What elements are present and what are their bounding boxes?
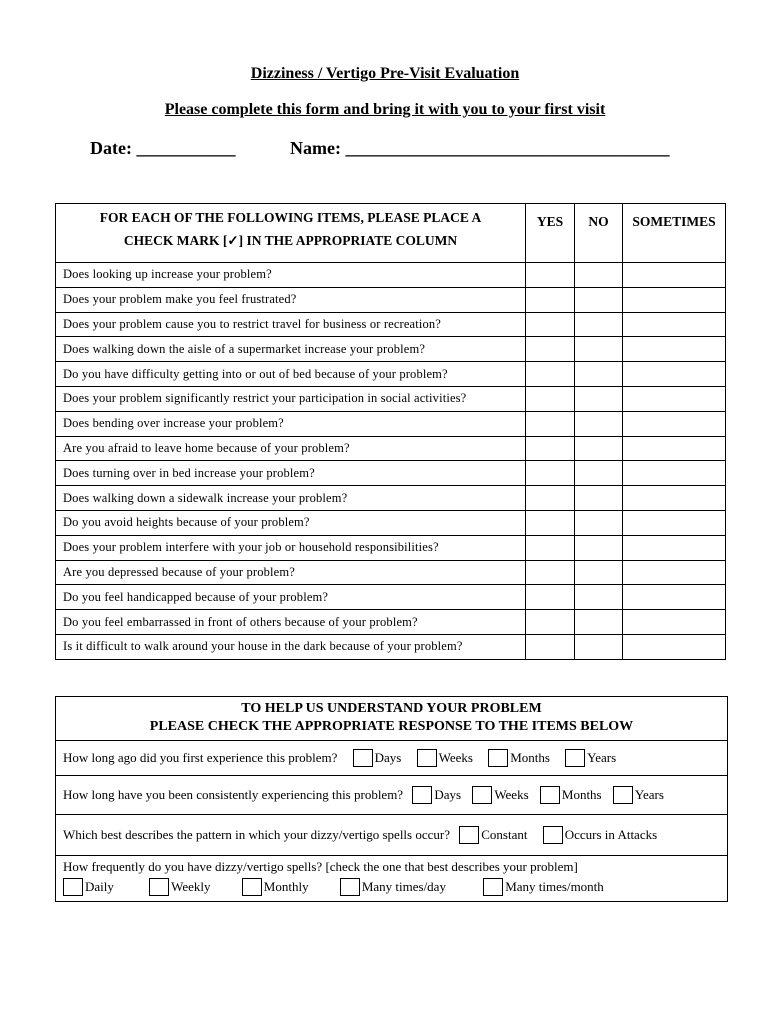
answer-no-cell[interactable] — [575, 263, 623, 288]
answer-yes-cell[interactable] — [526, 486, 575, 511]
question-text: Do you avoid heights because of your problem? — [56, 510, 526, 535]
question-row — [56, 287, 726, 312]
question-pattern-row — [56, 815, 728, 856]
frequency-many-per-day-label: Many times/day — [361, 879, 446, 895]
question-pattern-text: Which best describes the pattern in which your dizzy/vertigo spells occur? — [63, 827, 450, 842]
column-header-sometimes: SOMETIMES — [623, 204, 726, 263]
answer-yes-cell[interactable] — [526, 312, 575, 337]
question-text: Does your problem interfere with your job or household responsibilities? — [56, 535, 526, 560]
column-header-yes: YES — [526, 204, 575, 263]
question-text: Does turning over in bed increase your problem? — [56, 461, 526, 486]
onset-years-label: Years — [587, 750, 617, 765]
answer-no-cell[interactable] — [575, 634, 623, 659]
answer-yes-cell[interactable] — [526, 436, 575, 461]
question-row — [56, 263, 726, 288]
questions-table — [55, 203, 726, 660]
onset-days-checkbox[interactable] — [353, 749, 373, 767]
answer-no-cell[interactable] — [575, 386, 623, 411]
duration-days-checkbox[interactable] — [412, 786, 432, 804]
frequency-daily-label: Daily — [85, 879, 114, 895]
answer-no-cell[interactable] — [575, 486, 623, 511]
instruction-line-2: CHECK MARK [✓] IN THE APPROPRIATE COLUMN — [123, 233, 458, 248]
answer-sometimes-cell[interactable] — [623, 560, 726, 585]
answer-sometimes-cell[interactable] — [623, 411, 726, 436]
answer-no-cell[interactable] — [575, 535, 623, 560]
instruction-line-1: FOR EACH OF THE FOLLOWING ITEMS, PLEASE PLACE A — [99, 210, 482, 225]
answer-sometimes-cell[interactable] — [623, 510, 726, 535]
answer-yes-cell[interactable] — [526, 585, 575, 610]
answer-sometimes-cell[interactable] — [623, 287, 726, 312]
question-text: Does walking down a sidewalk increase your problem? — [56, 486, 526, 511]
answer-no-cell[interactable] — [575, 312, 623, 337]
question-row — [56, 362, 726, 387]
answer-sometimes-cell[interactable] — [623, 486, 726, 511]
answer-yes-cell[interactable] — [526, 386, 575, 411]
answer-yes-cell[interactable] — [526, 287, 575, 312]
answer-sometimes-cell[interactable] — [623, 337, 726, 362]
question-text: Are you depressed because of your problem? — [56, 560, 526, 585]
answer-sometimes-cell[interactable] — [623, 436, 726, 461]
form-instruction: Please complete this form and bring it with you to your first visit — [164, 101, 606, 118]
question-text: Is it difficult to walk around your house in the dark because of your problem? — [56, 634, 526, 659]
answer-no-cell[interactable] — [575, 585, 623, 610]
date-field[interactable]: Date: ___________ — [90, 138, 236, 158]
question-frequency-text: How frequently do you have dizzy/vertigo spells? [check the one that best describes your problem] — [63, 859, 578, 874]
answer-yes-cell[interactable] — [526, 362, 575, 387]
answer-yes-cell[interactable] — [526, 263, 575, 288]
question-duration-text: How long have you been consistently experiencing this problem? — [63, 787, 404, 802]
frequency-many-per-month-checkbox[interactable] — [483, 878, 503, 896]
answer-sometimes-cell[interactable] — [623, 263, 726, 288]
answer-no-cell[interactable] — [575, 411, 623, 436]
question-frequency-row — [56, 856, 728, 902]
answer-no-cell[interactable] — [575, 510, 623, 535]
answer-yes-cell[interactable] — [526, 411, 575, 436]
answer-sometimes-cell[interactable] — [623, 461, 726, 486]
frequency-weekly-label: Weekly — [171, 879, 211, 895]
frequency-many-per-month-label: Many times/month — [505, 879, 604, 895]
answer-yes-cell[interactable] — [526, 461, 575, 486]
question-row — [56, 337, 726, 362]
question-text: Do you have difficulty getting into or out of bed because of your problem? — [56, 362, 526, 387]
pattern-constant-label: Constant — [481, 827, 528, 842]
duration-months-label: Months — [561, 787, 602, 802]
question-text: Are you afraid to leave home because of your problem? — [56, 436, 526, 461]
answer-sometimes-cell[interactable] — [623, 585, 726, 610]
answer-yes-cell[interactable] — [526, 560, 575, 585]
answer-no-cell[interactable] — [575, 560, 623, 585]
answer-yes-cell[interactable] — [526, 610, 575, 635]
response-table — [55, 696, 728, 902]
question-row — [56, 461, 726, 486]
question-row — [56, 535, 726, 560]
answer-sometimes-cell[interactable] — [623, 610, 726, 635]
question-row — [56, 386, 726, 411]
onset-years-checkbox[interactable] — [565, 749, 585, 767]
answer-no-cell[interactable] — [575, 287, 623, 312]
question-text: Do you feel handicapped because of your problem? — [56, 585, 526, 610]
duration-years-label: Years — [634, 787, 664, 802]
question-row — [56, 411, 726, 436]
question-onset-row — [56, 741, 728, 776]
onset-days-label: Days — [374, 750, 402, 765]
answer-sometimes-cell[interactable] — [623, 386, 726, 411]
question-row — [56, 510, 726, 535]
answer-no-cell[interactable] — [575, 436, 623, 461]
question-text: Does your problem significantly restrict your participation in social activities? — [56, 386, 526, 411]
response-table-header — [56, 697, 728, 741]
answer-yes-cell[interactable] — [526, 634, 575, 659]
questions-table-header — [56, 204, 726, 263]
question-row — [56, 312, 726, 337]
answer-no-cell[interactable] — [575, 337, 623, 362]
question-text: Does your problem cause you to restrict travel for business or recreation? — [56, 312, 526, 337]
questions-table-instruction — [56, 204, 526, 263]
frequency-monthly-checkbox[interactable] — [242, 878, 262, 896]
question-onset-text: How long ago did you first experience this problem? — [63, 750, 338, 765]
pattern-attacks-label: Occurs in Attacks — [564, 827, 658, 842]
answer-sometimes-cell[interactable] — [623, 535, 726, 560]
answer-no-cell[interactable] — [575, 362, 623, 387]
question-row — [56, 486, 726, 511]
form-title: Dizziness / Vertigo Pre-Visit Evaluation — [250, 65, 520, 82]
answer-yes-cell[interactable] — [526, 535, 575, 560]
question-row — [56, 436, 726, 461]
question-row — [56, 560, 726, 585]
frequency-many-per-day-checkbox[interactable] — [340, 878, 360, 896]
answer-sometimes-cell[interactable] — [623, 634, 726, 659]
frequency-monthly-label: Monthly — [263, 879, 309, 895]
pattern-constant-checkbox[interactable] — [459, 826, 479, 844]
question-text: Does looking up increase your problem? — [56, 263, 526, 288]
response-header-line-2: PLEASE CHECK THE APPROPRIATE RESPONSE TO THE ITEMS BELOW — [149, 719, 634, 734]
response-header-line-1: TO HELP US UNDERSTAND YOUR PROBLEM — [241, 701, 542, 716]
duration-weeks-checkbox[interactable] — [472, 786, 492, 804]
answer-no-cell[interactable] — [575, 461, 623, 486]
question-text: Does your problem make you feel frustrated? — [56, 287, 526, 312]
frequency-weekly-checkbox[interactable] — [149, 878, 169, 896]
onset-months-label: Months — [510, 750, 550, 765]
name-field[interactable]: Name: ____________________________________ — [290, 138, 670, 158]
answer-no-cell[interactable] — [575, 610, 623, 635]
question-text: Does bending over increase your problem? — [56, 411, 526, 436]
question-duration-row — [56, 776, 728, 815]
answer-yes-cell[interactable] — [526, 510, 575, 535]
answer-sometimes-cell[interactable] — [623, 362, 726, 387]
question-text: Do you feel embarrassed in front of others because of your problem? — [56, 610, 526, 635]
onset-months-checkbox[interactable] — [488, 749, 508, 767]
duration-years-checkbox[interactable] — [613, 786, 633, 804]
duration-weeks-label: Weeks — [494, 787, 529, 802]
onset-weeks-label: Weeks — [438, 750, 473, 765]
onset-weeks-checkbox[interactable] — [417, 749, 437, 767]
question-text: Does walking down the aisle of a supermarket increase your problem? — [56, 337, 526, 362]
question-row — [56, 610, 726, 635]
duration-months-checkbox[interactable] — [540, 786, 560, 804]
pattern-attacks-checkbox[interactable] — [543, 826, 563, 844]
duration-days-label: Days — [434, 787, 462, 802]
column-header-no: NO — [575, 204, 623, 263]
question-row — [56, 634, 726, 659]
answer-yes-cell[interactable] — [526, 337, 575, 362]
question-row — [56, 585, 726, 610]
answer-sometimes-cell[interactable] — [623, 312, 726, 337]
frequency-daily-checkbox[interactable] — [63, 878, 83, 896]
